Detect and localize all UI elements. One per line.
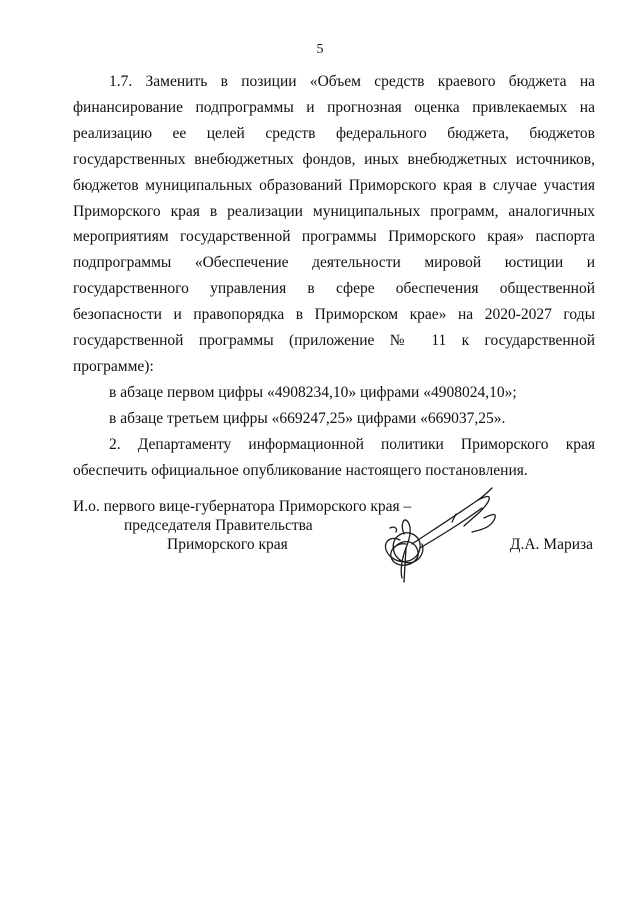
paragraph-replacement-item: 1.7. Заменить в позиции «Объем средств краевого бюджета на финансирование подпрограммы и прогнозная оценка привлекаемых на реализацию ее целей средств федерального бюджета, бюджетов государственных внебюджетных фондов, иных внебюджетных источников, бюджетов муниципальных образований Приморского края в случае участия Приморского края в реализации муниципальных программ, аналогичных мероприятиям государственной программы Приморского края» паспорта подпрограммы «Обеспечение деятельности мировой юстиции и государственного управления в сфере обеспечения общественной безопасности и правопорядка в Приморском крае» на 2020-2027 годы государственной программы (приложение № 11 к государственной программе): <box>73 73 595 375</box>
signatory-title-line1: И.о. первого вице-губернатора Приморского края – <box>73 498 412 515</box>
signatory-title-line3: Приморского края <box>167 536 288 553</box>
document-body <box>73 69 595 484</box>
page-number: 5 <box>316 42 324 57</box>
paragraph-third-abzac: в абзаце третьем цифры «669247,25» цифрами «669037,25». <box>109 409 506 427</box>
paragraph-first-abzac: в абзаце первом цифры «4908234,10» цифрами «4908024,10»; <box>109 383 517 401</box>
signatory-name: Д.А. Мариза <box>509 536 593 553</box>
signatory-title-line2: председателя Правительства <box>124 517 313 534</box>
signature-block <box>73 497 595 577</box>
paragraph-publication: 2. Департаменту информационной политики Приморского края обеспечить официальное опубликование настоящего постановления. <box>73 435 595 479</box>
handwritten-signature <box>360 478 510 588</box>
